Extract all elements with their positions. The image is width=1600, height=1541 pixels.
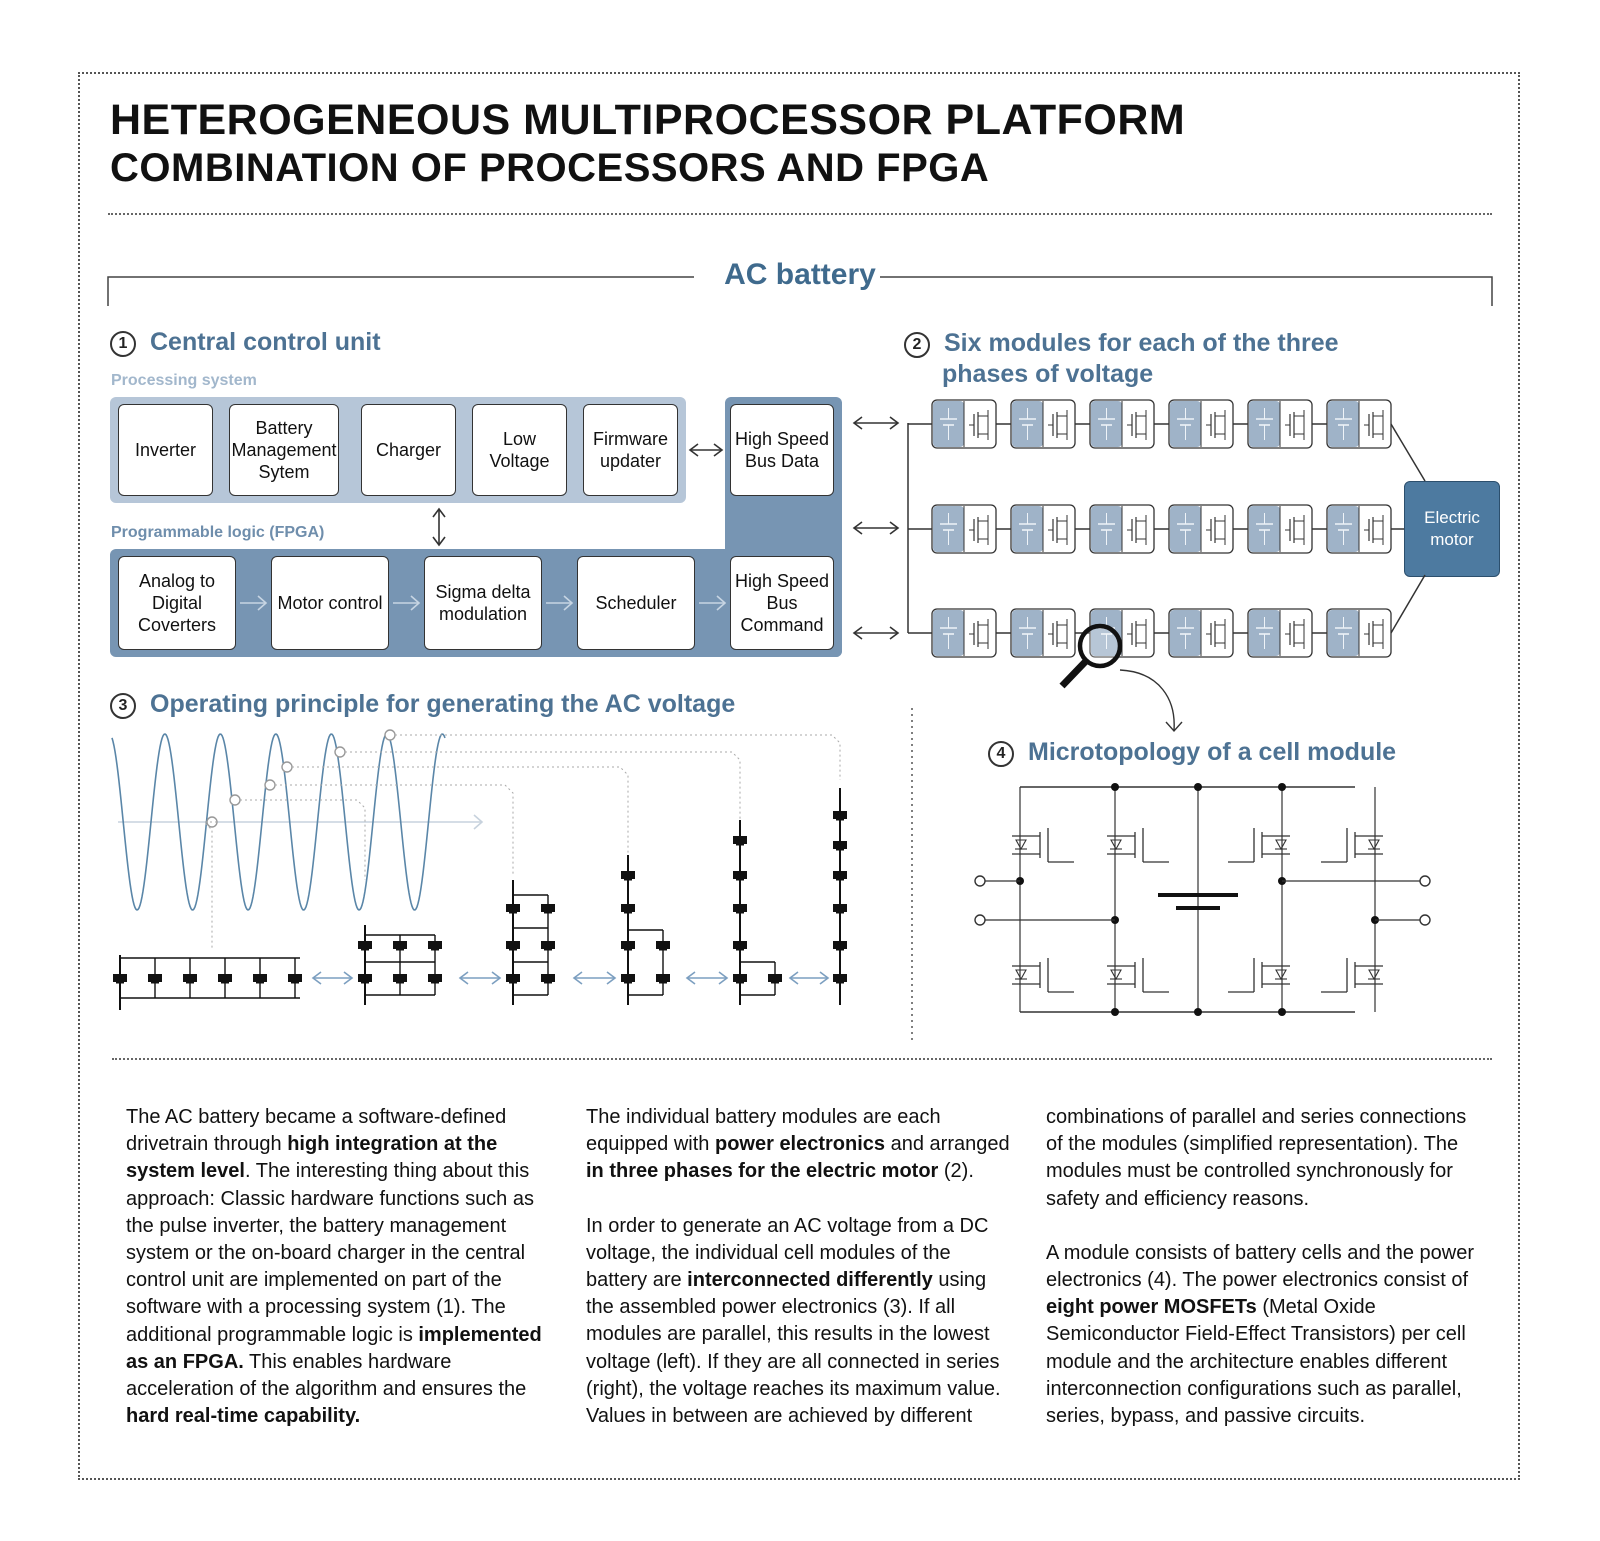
body-text: The individual battery modules are each equipped with [586,1106,941,1156]
col2-paragraph-1 [586,1104,1016,1186]
section-4-title: Microtopology of a cell module [1028,738,1397,766]
section-1-number: 1 [110,331,136,357]
battery-management-box: Battery Management Sytem [229,404,339,496]
body-text: A module consists of battery cells and the power electronics (4). The power electronics consist of [1046,1241,1475,1292]
body-text: . The interesting thing about this approach: Classic hardware functions such as the pulse inverter, the battery management system or the on-board charger in the central control unit are implemented on part of the software with a processing system (1). The additional programmable logic is [126,1160,534,1346]
emphasis-text: power electronics [714,1133,886,1156]
electric-motor-box: Electric motor [1404,481,1500,577]
scheduler-box: Scheduler [577,556,695,650]
section-2-title-line1: Six modules for each of the three [944,329,1339,357]
ac-battery-title: AC battery [724,258,876,291]
sigma-delta-box: Sigma delta modulation [424,556,542,650]
section-2-title-line2: phases of voltage [942,360,1154,388]
body-text: using the assembled power electronics (3). If all modules are parallel, this results in the lowest voltage (left). If they are all connected in series (right), the voltage reaches its maximum value. Values in between are achieved by different [586,1269,1001,1428]
header-divider [108,213,1492,215]
fpga-label: Programmable logic (FPGA) [111,524,325,541]
section-3-heading [110,690,735,719]
body-text: (2). [938,1160,974,1183]
section-4-heading [988,738,1396,767]
text-column-1 [126,1104,556,1457]
section-1-title: Central control unit [150,328,381,356]
body-text: (Metal Oxide Semiconductor Field-Effect Transistors) per cell module and the architecture enables different interconnection configurations such as parallel, series, bypass, and passive circuits. [1046,1296,1466,1428]
section-2-heading [904,328,1339,390]
col3-paragraph-2 [1046,1240,1476,1430]
firmware-updater-box: Firmware updater [583,404,678,496]
body-text: combinations of parallel and series connections of the modules (simplified representation). The modules must be controlled synchronously for safety and efficiency reasons. [1046,1106,1467,1210]
page-subtitle: COMBINATION OF PROCESSORS AND FPGA [110,146,990,190]
body-text: and arranged [885,1133,1010,1156]
col3-paragraph-1 [1046,1104,1476,1213]
col2-paragraph-2 [586,1213,1016,1431]
inverter-box: Inverter [118,404,213,496]
body-text: This enables hardware acceleration of the algorithm and ensures the [126,1350,527,1401]
section-4-number: 4 [988,741,1014,767]
emphasis-text: eight power MOSFETs [1046,1296,1257,1319]
adc-box: Analog to Digital Coverters [118,556,236,650]
page-title: HETEROGENEOUS MULTIPROCESSOR PLATFORM [110,96,1186,144]
high-speed-bus-command-box: High Speed Bus Command [730,556,834,650]
motor-control-box: Motor control [271,556,389,650]
text-column-2 [586,1104,1016,1457]
footer-divider [112,1058,1492,1060]
section-2-number: 2 [904,332,930,358]
body-text: The AC battery became a software-defined drivetrain through [126,1106,507,1156]
section-3-number: 3 [110,693,136,719]
processing-system-label: Processing system [111,372,257,389]
section-1-heading [110,328,381,357]
high-speed-bus-data-box: High Speed Bus Data [730,404,834,496]
low-voltage-box: Low Voltage [472,404,567,496]
emphasis-text: hard real-time capability. [126,1405,361,1428]
charger-box: Charger [361,404,456,496]
section-3-title: Operating principle for generating the AC voltage [150,690,736,718]
text-column-3 [1046,1104,1476,1457]
col1-paragraph [126,1104,556,1430]
emphasis-text: high integration at the system level [126,1133,498,1183]
emphasis-text: implemented as an FPGA. [126,1323,542,1373]
emphasis-text: in three phases for the electric motor [586,1160,939,1183]
emphasis-text: interconnected differently [687,1269,933,1292]
body-text: In order to generate an AC voltage from a DC voltage, the individual cell modules of the battery are [586,1214,989,1292]
